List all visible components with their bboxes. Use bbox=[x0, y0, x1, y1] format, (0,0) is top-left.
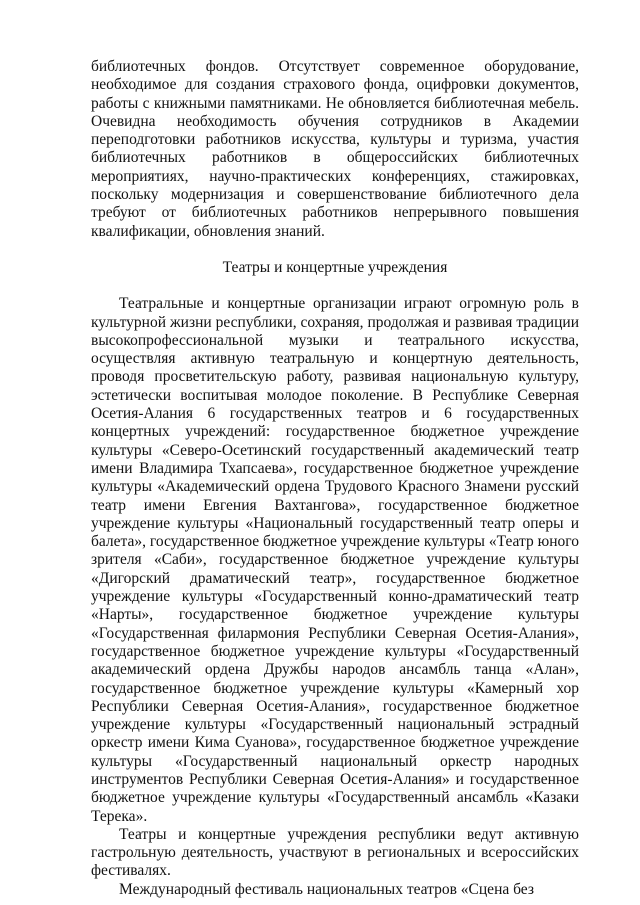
paragraph-theatres-overview: Театральные и концертные организации играют огромную роль в культурной жизни республики, сохраняя, продолжая и развивая традиции высокопрофессиональной музыки и театрального искусства, осуществляя активную театральную и концертную деятельность, проводя просветительскую работу, развивая национальную культуру, эстетически воспитывая молодое поколение. В Республике Северная Осетия-Алания 6 государственных театров и 6 государственных концертных учреждений: государственное бюджетное учреждение культуры «Северо-Осетинский государственный академический театр имени Владимира Тхапсаева», государственное бюджетное учреждение культуры «Академический ордена Трудового Красного Знамени русский театр имени Евгения Вахтангова», государственное бюджетное учреждение культуры «Национальный государственный театр оперы и балета», государственное бюджетное учреждение культуры «Театр юного зрителя «Саби», государственное бюджетное учреждение культуры «Дигорский драматический театр», государственное бюджетное учреждение культуры «Государственный конно-драматический театр «Нарты», государственное бюджетное учреждение культуры «Государственная филармония Республики Северная Осетия-Алания», государственное бюджетное учреждение культуры «Государственный академический ордена Дружбы народов ансамбль танца «Алан», государственное бюджетное учреждение культуры «Камерный хор Республики Северная Осетия-Алания», государственное бюджетное учреждение культуры «Государственный национальный эстрадный оркестр имени Кима Суанова», государственное бюджетное учреждение культуры «Государственный национальный оркестр народных инструментов Республики Северная Осетия-Алания» и государственное бюджетное учреждение культуры «Государственный ансамбль «Казаки Терека». bbox=[91, 295, 579, 825]
paragraph-festival: Международный фестиваль национальных театров «Сцена без bbox=[119, 880, 534, 898]
section-heading: Театры и концертные учреждения bbox=[222, 258, 448, 276]
paragraph-touring-activity: Театры и концертные учреждения республики ведут активную гастрольную деятельность, участвуют в региональных и всероссийских фестивалях. bbox=[91, 825, 579, 880]
document-page bbox=[91, 58, 579, 899]
intro-paragraph: библиотечных фондов. Отсутствует современное оборудование, необходимое для создания страхового фонда, оцифровки документов, работы с книжными памятниками. Не обновляется библиотечная мебель. Очевидна необходимость обучения сотрудников в Академии переподготовки работников искусства, культуры и туризма, участия библиотечных работников в общероссийских библиотечных мероприятиях, научно-практических конференциях, стажировках, поскольку модернизация и совершенствование библиотечного дела требуют от библиотечных работников непрерывного повышения квалификации, обновления знаний. bbox=[91, 58, 579, 240]
